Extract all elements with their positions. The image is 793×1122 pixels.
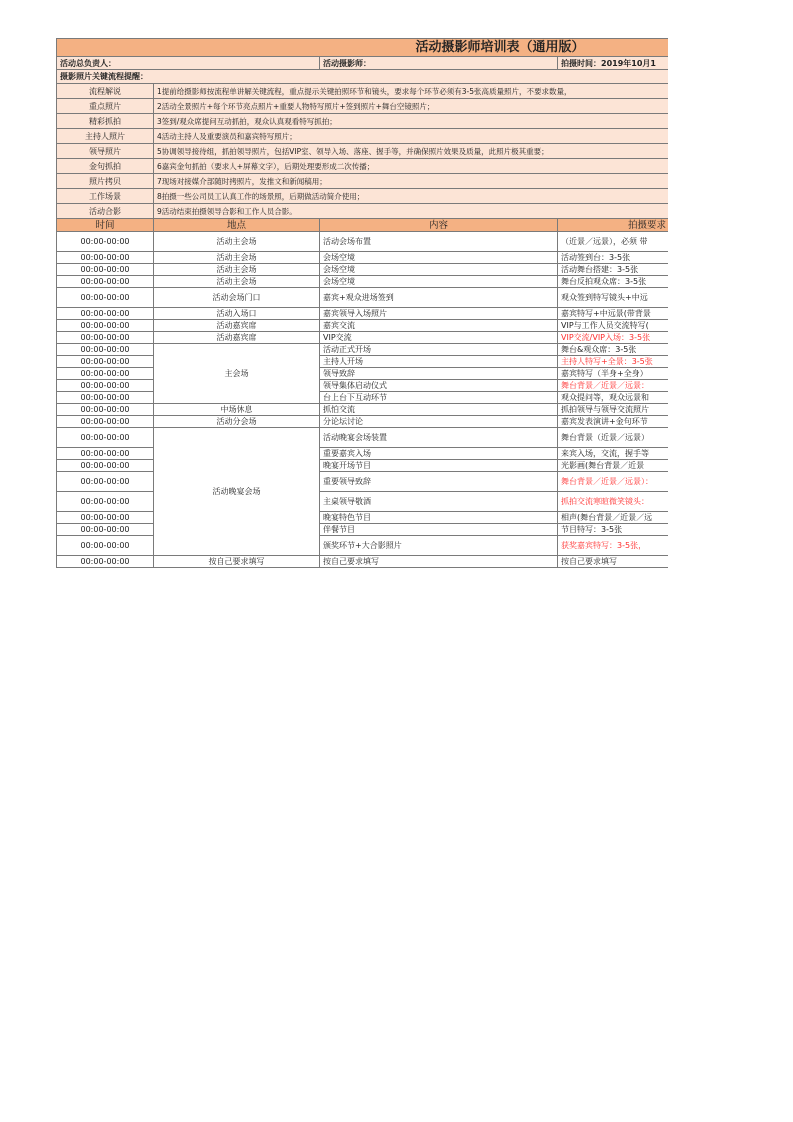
content-cell: 会场空境 xyxy=(320,276,558,288)
tip-key: 活动合影 xyxy=(57,204,154,219)
requirement-cell: 主持人特写+全景：3-5张 xyxy=(558,356,669,368)
photographer-label[interactable]: 活动摄影师： xyxy=(320,57,558,70)
tip-key: 工作场景 xyxy=(57,189,154,204)
requirement-cell: 活动舞台搭建：3-5张 xyxy=(558,264,669,276)
tip-key: 领导照片 xyxy=(57,144,154,159)
time-cell: 00:00-00:00 xyxy=(57,276,154,288)
column-header-requirements: 拍摄要求 xyxy=(558,219,669,232)
content-cell: 台上台下互动环节 xyxy=(320,392,558,404)
content-cell: 活动晚宴会场装置 xyxy=(320,428,558,448)
time-cell: 00:00-00:00 xyxy=(57,380,154,392)
tip-text: 9活动结束拍摄领导合影和工作人员合影。 xyxy=(154,204,669,219)
requirement-cell: 舞台&观众席：3-5张 xyxy=(558,344,669,356)
time-cell: 00:00-00:00 xyxy=(57,392,154,404)
content-cell: 晚宴特色节目 xyxy=(320,512,558,524)
time-cell: 00:00-00:00 xyxy=(57,460,154,472)
time-cell: 00:00-00:00 xyxy=(57,344,154,356)
time-cell: 00:00-00:00 xyxy=(57,492,154,512)
requirement-cell: 舞台反拍观众席：3-5张 xyxy=(558,276,669,288)
requirement-cell: 舞台背景／近景／远景： xyxy=(558,380,669,392)
tip-text: 3签到/观众席提问互动抓拍，观众认真观看特写抓拍； xyxy=(154,114,669,129)
tip-key: 照片拷贝 xyxy=(57,174,154,189)
tip-text: 1提前给摄影师按流程单讲解关键流程，重点提示关键拍照环节和镜头，要求每个环节必须有3-5张高质量照片，不要求数量， xyxy=(154,84,669,99)
content-cell: 活动会场布置 xyxy=(320,232,558,252)
place-cell: 活动主会场 xyxy=(154,252,320,264)
content-cell: 抓怕交流 xyxy=(320,404,558,416)
time-cell: 00:00-00:00 xyxy=(57,332,154,344)
place-cell: 中场休息 xyxy=(154,404,320,416)
time-cell: 00:00-00:00 xyxy=(57,356,154,368)
content-cell: 会场空境 xyxy=(320,264,558,276)
tip-key: 流程解说 xyxy=(57,84,154,99)
owner-label[interactable]: 活动总负责人： xyxy=(57,57,320,70)
content-cell: 分论坛讨论 xyxy=(320,416,558,428)
place-cell: 活动嘉宾席 xyxy=(154,332,320,344)
content-cell: 主桌领导敬酒 xyxy=(320,492,558,512)
column-header-content: 内容 xyxy=(320,219,558,232)
requirement-cell: 嘉宾特写+中远景(带背景 xyxy=(558,308,669,320)
content-cell: 领导致辞 xyxy=(320,368,558,380)
time-cell: 00:00-00:00 xyxy=(57,232,154,252)
content-cell: 嘉宾交流 xyxy=(320,320,558,332)
content-cell: 活动正式开场 xyxy=(320,344,558,356)
content-cell: 伴餐节目 xyxy=(320,524,558,536)
place-cell: 主会场 xyxy=(154,344,320,404)
tip-key: 精彩抓拍 xyxy=(57,114,154,129)
tip-key: 金句抓拍 xyxy=(57,159,154,174)
requirement-cell: 获奖嘉宾特写：3-5张， xyxy=(558,536,669,556)
requirement-cell: 来宾入场，交流，握手等 xyxy=(558,448,669,460)
time-cell: 00:00-00:00 xyxy=(57,524,154,536)
tip-key: 主持人照片 xyxy=(57,129,154,144)
requirement-cell: 光影画(舞台背景／近景 xyxy=(558,460,669,472)
tip-text: 5协调领导接待组，抓拍领导照片，包括VIP室、领导入场、落座、握手等，并确保照片效果及质量，此照片极其重要； xyxy=(154,144,669,159)
requirement-cell: 相声(舞台背景／近景／远 xyxy=(558,512,669,524)
time-cell: 00:00-00:00 xyxy=(57,288,154,308)
place-cell: 活动晚宴会场 xyxy=(154,428,320,556)
time-cell: 00:00-00:00 xyxy=(57,536,154,556)
content-cell: VIP交流 xyxy=(320,332,558,344)
content-cell: 会场空境 xyxy=(320,252,558,264)
content-cell: 嘉宾领导入场照片 xyxy=(320,308,558,320)
time-cell: 00:00-00:00 xyxy=(57,512,154,524)
place-cell: 活动入场口 xyxy=(154,308,320,320)
place-cell: 活动主会场 xyxy=(154,232,320,252)
time-cell: 00:00-00:00 xyxy=(57,428,154,448)
column-header-place: 地点 xyxy=(154,219,320,232)
tip-text: 8拍摄一些公司员工认真工作的场景照，后期做活动简介使用； xyxy=(154,189,669,204)
requirement-cell: （近景／远景），必须 带 xyxy=(558,232,669,252)
place-cell: 活动主会场 xyxy=(154,264,320,276)
content-cell: 嘉宾+观众进场签到 xyxy=(320,288,558,308)
time-cell: 00:00-00:00 xyxy=(57,472,154,492)
content-cell: 按自己要求填写 xyxy=(320,556,558,568)
requirement-cell: 抓拍交流寒暄微笑镜头： xyxy=(558,492,669,512)
training-sheet xyxy=(56,38,668,568)
content-cell: 晚宴开场节目 xyxy=(320,460,558,472)
reminder-label: 摄影照片关键流程提醒： xyxy=(57,70,669,84)
requirement-cell: 活动签到台：3-5张 xyxy=(558,252,669,264)
requirement-cell: 舞台背景／近景／远景）： xyxy=(558,472,669,492)
time-cell: 00:00-00:00 xyxy=(57,252,154,264)
tip-key: 重点照片 xyxy=(57,99,154,114)
requirement-cell: 嘉宾发表演讲+金句环节 xyxy=(558,416,669,428)
time-cell: 00:00-00:00 xyxy=(57,448,154,460)
requirement-cell: 观众签到特写镜头+中远 xyxy=(558,288,669,308)
shoot-time-label[interactable]: 拍摄时间：2019年10月1 xyxy=(558,57,669,70)
tip-text: 6嘉宾金句抓拍（要求人+屏幕文字），后期处理要形成二次传播； xyxy=(154,159,669,174)
time-cell: 00:00-00:00 xyxy=(57,404,154,416)
requirement-cell: VIP与工作人员交流特写( xyxy=(558,320,669,332)
requirement-cell: 观众提问等，观众远景和 xyxy=(558,392,669,404)
column-header-time: 时间 xyxy=(57,219,154,232)
content-cell: 颁奖环节+大合影照片 xyxy=(320,536,558,556)
place-cell: 活动主会场 xyxy=(154,276,320,288)
time-cell: 00:00-00:00 xyxy=(57,320,154,332)
time-cell: 00:00-00:00 xyxy=(57,556,154,568)
requirement-cell: 舞台背景（近景／远景） xyxy=(558,428,669,448)
place-cell: 活动嘉宾席 xyxy=(154,320,320,332)
time-cell: 00:00-00:00 xyxy=(57,308,154,320)
requirement-cell: 嘉宾特写（半身+全身） xyxy=(558,368,669,380)
content-cell: 重要领导致辞 xyxy=(320,472,558,492)
place-cell: 按自己要求填写 xyxy=(154,556,320,568)
time-cell: 00:00-00:00 xyxy=(57,416,154,428)
tip-text: 7现场对接媒介部随时拷照片，发推文和新闻稿用； xyxy=(154,174,669,189)
tip-text: 4活动主持人及重要演员和嘉宾特写照片； xyxy=(154,129,669,144)
tip-text: 2活动全景照片+每个环节亮点照片+重要人物特写照片+签到照片+舞台空镜照片； xyxy=(154,99,669,114)
requirement-cell: 抓拍领导与领导交流照片 xyxy=(558,404,669,416)
time-cell: 00:00-00:00 xyxy=(57,368,154,380)
training-table xyxy=(56,38,668,568)
content-cell: 主持人开场 xyxy=(320,356,558,368)
sheet-title: 活动摄影师培训表（通用版） xyxy=(57,39,669,57)
place-cell: 活动分会场 xyxy=(154,416,320,428)
content-cell: 重要嘉宾入场 xyxy=(320,448,558,460)
content-cell: 领导集体启动仪式 xyxy=(320,380,558,392)
time-cell: 00:00-00:00 xyxy=(57,264,154,276)
requirement-cell: 节目特写：3-5张 xyxy=(558,524,669,536)
requirement-cell: 按自己要求填写 xyxy=(558,556,669,568)
requirement-cell: VIP交流/VIP入场：3-5张 xyxy=(558,332,669,344)
place-cell: 活动会场门口 xyxy=(154,288,320,308)
